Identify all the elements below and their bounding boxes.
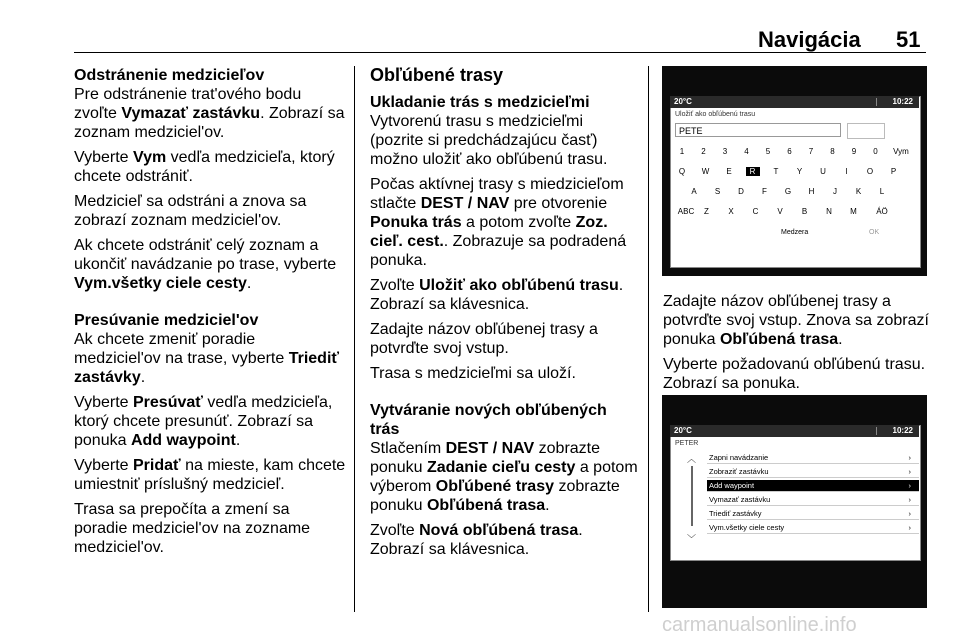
keyboard-key[interactable]: Z [704, 207, 709, 216]
watermark: carmanualsonline.info [662, 614, 857, 636]
keyboard-key[interactable]: ABC [677, 207, 695, 216]
keyboard-key[interactable]: 7 [808, 147, 814, 156]
chevron-right-icon: › [908, 481, 911, 490]
menu-item-label: Vym.všetky ciele cesty [709, 523, 785, 532]
menu-item-label: Zapni navádzanie [709, 453, 769, 462]
page-header-title: Navigácia [758, 27, 861, 52]
section-heading-favorite-routes: Obľúbené trasy [370, 65, 503, 85]
keyboard-key[interactable]: L [879, 187, 885, 196]
column-divider [354, 66, 355, 612]
menu-item[interactable] [707, 466, 919, 478]
menu-item[interactable] [707, 508, 919, 520]
temperature-readout: 20°C [674, 426, 692, 435]
space-key[interactable]: Medzera [781, 229, 809, 236]
menu-item-label: Zobraziť zastávku [709, 467, 769, 476]
keyboard-key[interactable]: 0 [873, 147, 878, 156]
paragraph: Zadajte názov obľúbenej trasy a potvrďte svoj vstup. [370, 321, 598, 357]
input-field-extra [847, 123, 885, 139]
keyboard-key[interactable]: 3 [722, 147, 728, 156]
keyboard-key[interactable]: 1 [679, 147, 685, 156]
paragraph: Vyberte požadovanú obľúbenú trasu. Zobrazí sa ponuka. [663, 356, 926, 392]
keyboard-key[interactable]: Vym [893, 147, 909, 156]
keyboard-key[interactable]: P [890, 167, 897, 176]
keyboard-key[interactable]: A [691, 187, 697, 196]
screenshot-keyboard [662, 66, 927, 276]
keyboard-key[interactable]: O [866, 167, 874, 176]
page-number: 51 [896, 27, 921, 52]
keyboard-key[interactable]: X [728, 207, 734, 216]
scroll-up-icon[interactable]: ︿ [687, 454, 697, 464]
menu-item-label: Triediť zastávky [709, 509, 762, 518]
paragraph: Vyberte Vym vedľa medzicieľa, ktorý chcete odstrániť. [74, 149, 335, 185]
keyboard-key[interactable]: N [826, 207, 832, 216]
keyboard-key[interactable]: J [833, 187, 837, 196]
keyboard-key[interactable]: I [845, 167, 848, 176]
scroll-down-icon[interactable]: ﹀ [687, 534, 697, 544]
paragraph: Stlačením DEST / NAV zobrazte ponuku Zadanie cieľu cesty a potom výberom Obľúbené trasy zobrazte ponuku Obľúbená trasa. [370, 440, 638, 514]
keyboard-key[interactable]: G [784, 187, 792, 196]
paragraph: Zvoľte Uložiť ako obľúbenú trasu. Zobrazí sa klávesnica. [370, 277, 624, 313]
column-middle [370, 66, 640, 565]
keyboard-key[interactable]: S [714, 187, 721, 196]
clock-readout: 10:22 [892, 426, 913, 435]
paragraph: Trasa sa prepočíta a zmení sa poradie medziciel'ov na zozname medziciel'ov. [74, 501, 311, 556]
menu-item[interactable] [707, 522, 919, 534]
subheading-create-routes: Vytváranie nových obľúbených trás [370, 402, 607, 438]
column-divider [648, 66, 649, 612]
subheading-save-routes: Ukladanie trás s medzicieľmi [370, 94, 590, 111]
keyboard-key[interactable]: 2 [701, 147, 706, 156]
keyboard-key[interactable]: T [773, 167, 779, 176]
temperature-readout: 20°C [674, 97, 692, 106]
chevron-right-icon: › [908, 495, 911, 504]
keyboard-key[interactable]: C [752, 207, 759, 216]
paragraph: Ak chcete zmeniť poradie medziciel'ov na trase, vyberte Triediť zastávky. [74, 331, 340, 386]
keyboard-key[interactable]: K [855, 187, 862, 196]
menu-item-label: Vymazať zastávku [709, 495, 771, 504]
paragraph: Počas aktívnej trasy s miedzicieľom stlačte DEST / NAV pre otvorenie Ponuka trás a potom zvoľte Zoz. cieľ. cest.. Zobrazuje sa podradená ponuka. [370, 176, 627, 269]
section-heading-move-waypoints: Presúvanie medziciel'ov [74, 312, 259, 329]
keyboard-key[interactable]: F [762, 187, 767, 196]
paragraph: Zadajte názov obľúbenej trasy a potvrďte svoj vstup. Znova sa zobrazí ponuka Obľúbená trasa. [663, 293, 929, 348]
keyboard-key[interactable]: 4 [744, 147, 749, 156]
menu-item[interactable] [707, 480, 919, 492]
scrollbar[interactable] [691, 466, 693, 526]
chevron-right-icon: › [908, 523, 911, 532]
clock-readout: 10:22 [892, 97, 913, 106]
menu-item[interactable] [707, 452, 919, 464]
paragraph: Zvoľte Nová obľúbená trasa. Zobrazí sa klávesnica. [370, 522, 583, 558]
keyboard-key[interactable]: 5 [765, 147, 771, 156]
paragraph: Pre odstránenie trat'ového bodu zvoľte Vymazať zastávku. Zobrazí sa zoznam medziciel'ov. [74, 86, 345, 141]
menu-item-label: Add waypoint [709, 481, 755, 490]
menu-item[interactable] [707, 494, 919, 506]
keyboard-key[interactable]: 8 [830, 147, 835, 156]
keyboard-key[interactable]: E [726, 167, 732, 176]
screenshot-route-menu [662, 395, 927, 608]
paragraph: Vytvorenú trasu s medzicieľmi (pozrite si predchádzajúcu časť) možno uložiť ako obľúbenú trasu. [370, 113, 608, 168]
keyboard-key[interactable]: V [777, 207, 783, 216]
paragraph: Vyberte Pridať na mieste, kam chcete umiestniť príslušný medzicieľ. [74, 457, 346, 493]
keyboard-key[interactable]: H [808, 187, 815, 196]
chevron-right-icon: › [908, 453, 911, 462]
keyboard-key[interactable]: 6 [787, 147, 792, 156]
column-right [663, 292, 933, 399]
paragraph: Trasa s medzicieľmi sa uloží. [370, 365, 576, 382]
paragraph: Vyberte Presúvať vedľa medzicieľa, ktorý chcete presunúť. Zobrazí sa ponuka Add waypoint. [74, 394, 333, 449]
column-left [74, 66, 346, 563]
section-heading-remove-waypoints: Odstránenie medzicieľov [74, 67, 265, 84]
keyboard-key[interactable]: Y [796, 167, 803, 176]
keyboard-key[interactable]: U [820, 167, 826, 176]
chevron-right-icon: › [908, 467, 911, 476]
keyboard-key[interactable]: ÁÖ [876, 207, 888, 216]
keyboard-key[interactable]: M [850, 207, 857, 216]
screen-title: Uložiť ako obľúbenú trasu [675, 111, 756, 118]
keyboard-key[interactable]: 9 [851, 147, 857, 156]
paragraph: Medzicieľ sa odstráni a znova sa zobrazí zoznam medziciel'ov. [74, 193, 307, 229]
keyboard-key[interactable]: B [801, 207, 808, 216]
keyboard-key[interactable]: D [738, 187, 744, 196]
keyboard-key[interactable]: R [746, 167, 760, 176]
paragraph: Ak chcete odstrániť celý zoznam a ukončiť navádzanie po trase, vyberte Vym.všetky ciele cesty. [74, 237, 337, 292]
chevron-right-icon: › [908, 509, 911, 518]
keyboard-key[interactable]: W [701, 167, 710, 176]
ok-key[interactable]: OK [869, 229, 880, 236]
header-rule [74, 52, 926, 53]
keyboard-key[interactable]: Q [678, 167, 686, 176]
screen-title: PETER [675, 440, 699, 447]
name-input[interactable]: PETE [675, 123, 841, 137]
